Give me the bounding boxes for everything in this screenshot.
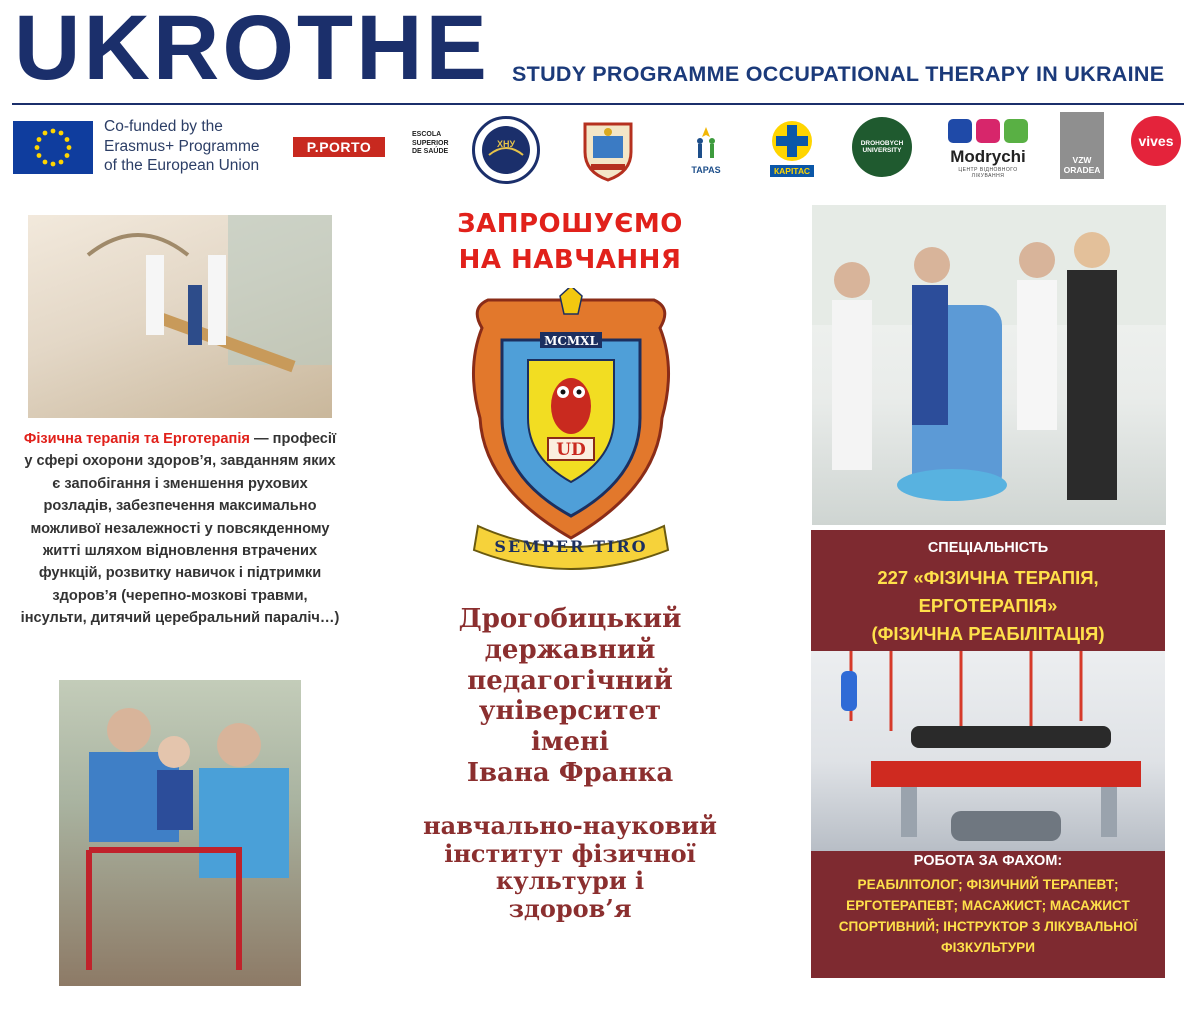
therapy-description-text: — професії у сфері охорони здоров’я, завданням яких є запобігання і зменшення рухових розладів, забезпечення максимально можливої незалежності у повсякденному житті шляхом відновлення втрачених функцій, розвитку навичок і підтримки здоров’я (черепно-мозкові травми, інсульти, дитячий церебральний параліч…) [20,431,340,627]
photo-child-walker [59,680,301,986]
university-line-1: Дрогобицький [458,604,682,634]
escola-line-3: DE SAÚDE [412,148,449,155]
vives-logo: vives [1131,116,1181,166]
specialty-line-1: 227 «ФІЗИЧНА ТЕРАПІЯ, [877,567,1099,588]
vzw-oradea-logo [1060,112,1104,179]
invitation-line-2: НА НАВЧАННЯ [458,245,682,275]
modrychi-wordmark: Modrychi [950,147,1026,166]
escola-line-2: SUPERIOR [412,139,449,147]
university-crest [462,288,680,570]
careers-list: РЕАБІЛІТОЛОГ; ФІЗИЧНИЙ ТЕРАПЕВТ; ЕРГОТЕРАПЕВТ; МАСАЖИСТ; МАСАЖИСТ СПОРТИВНИЙ; ІНСТРУКТОР З ЛІКУВАЛЬНОЇ ФІЗКУЛЬТУРИ [838,877,1138,955]
khmelnytskyi-university-logo [472,116,540,184]
vzw-line-2: ORADEA [1063,165,1101,175]
modrychi-subtitle: ЦЕНТР ВІДНОВНОГО ЛІКУВАННЯ [958,167,1018,179]
institute-line-3: культури і [495,866,645,895]
academy-crest-logo [577,118,639,182]
eu-flag-logo [13,121,93,174]
header-divider [12,103,1184,105]
university-name [400,604,740,789]
eu-line-1: Co-funded by the [104,118,223,135]
drohobych-university-logo [852,117,912,177]
drohobych-line-1: DROHOBYCH [860,139,904,147]
specialty-line-3: (ФІЗИЧНА РЕАБІЛІТАЦІЯ) [871,623,1105,644]
caritas-wordmark: КАРІТАС [770,165,814,177]
institute-line-2: інститут фізичної [444,838,696,868]
university-line-5: імені [531,727,609,758]
tapas-wordmark: TAPAS [691,165,721,175]
university-line-3: педагогічний [467,665,673,696]
crest-motto: SEMPER TIRO [494,537,648,556]
crest-letters: UD [556,440,586,460]
modrychi-logo [944,117,1032,179]
careers-label: РОБОТА ЗА ФАХОМ: [913,853,1063,869]
eu-cofunded-text [104,117,259,176]
photo-standing-therapy [812,205,1166,525]
eu-line-2: Erasmus+ Programme [104,137,260,155]
invitation-heading [412,206,728,278]
drohobych-line-2: UNIVERSITY [862,147,902,154]
therapy-description [20,428,340,630]
escola-line-1: ESCOLA [412,131,442,138]
specialty-line-2: ЕРГОТЕРАПІЯ» [918,595,1058,616]
institute-name [393,812,747,922]
photo-therapy-corridor [28,215,332,418]
institute-line-1: навчально-науковий [423,811,717,840]
hnu-initials: ХНУ [496,139,516,149]
specialty-label: СПЕЦІАЛЬНІСТЬ [927,540,1049,556]
invitation-line-1: ЗАПРОШУЄМО [457,209,683,239]
institute-line-4: здоров’я [508,893,632,923]
caritas-logo [764,116,820,180]
crest-year: MCMXL [544,334,598,348]
university-line-6: Івана Франка [466,757,674,788]
porto-logo: P.PORTO [293,137,385,157]
vzw-line-1: VZW [1072,155,1092,165]
escola-saude-logo [412,131,454,157]
tapas-logo [680,114,732,184]
university-line-4: університет [478,696,662,727]
photo-suspension-therapy [811,651,1165,851]
therapy-highlight: Фізична терапія та Ерготерапія [23,431,250,447]
brand-title: UKROTHE [14,0,490,99]
eu-line-3: of the European Union [104,157,260,174]
university-line-2: державний [484,634,656,665]
programme-subtitle: STUDY PROGRAMME OCCUPATIONAL THERAPY IN UKRAINE [512,62,1165,86]
